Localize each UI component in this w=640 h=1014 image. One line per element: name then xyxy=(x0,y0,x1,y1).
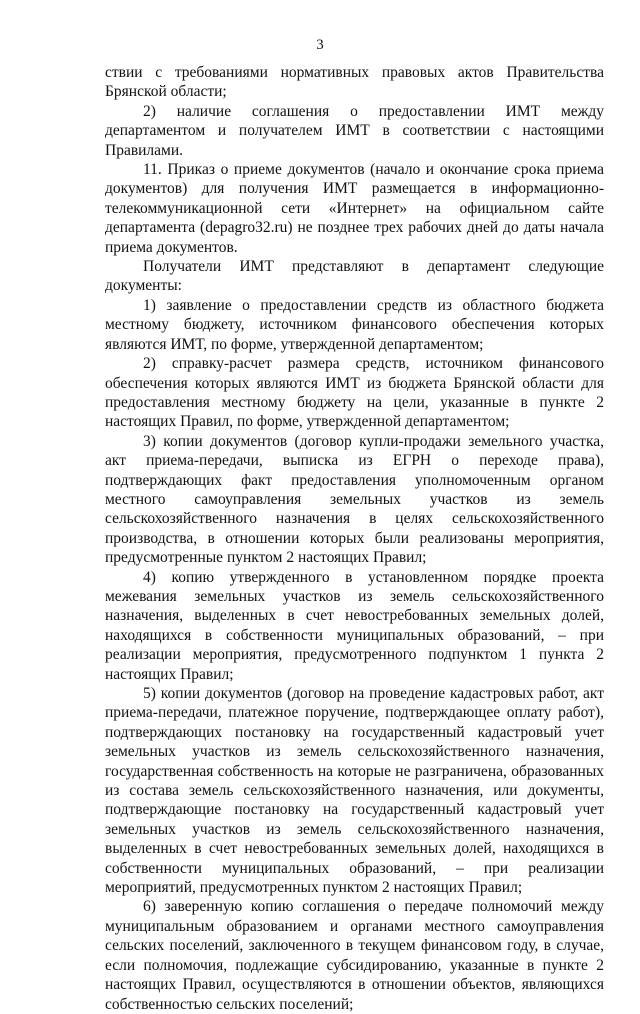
paragraph-continuation: ствии с требованиями нормативных правовых актов Правительства Брянской области; xyxy=(105,64,604,101)
document-body xyxy=(105,63,604,1014)
paragraph-doc-1-application: 1) заявление о предоставлении средств из областного бюджета местному бюджету, источником финансового обеспечения которых являются ИМТ, по форме, утвержденной департаментом; xyxy=(105,296,604,353)
paragraph-item-2-agreement: 2) наличие соглашения о предоставлении ИМТ между департаментом и получателем ИМТ в соответствии с настоящими Правилами. xyxy=(105,102,604,159)
paragraph-doc-3-copies: 3) копии документов (договор купли-продажи земельного участка, акт приема-передачи, выписка из ЕГРН о переходе права), подтверждающих факт предоставления уполномоченным органом местного самоуправления земельных участков из земель сельскохозяйственного назначения в целях сельскохозяйственного производства, в отношении которых были реализованы мероприятия, предусмотренные пунктом 2 настоящих Правил; xyxy=(105,432,604,567)
page-number: 3 xyxy=(316,37,324,53)
paragraph-clause-11: 11. Приказ о приеме документов (начало и окончание срока приема документов) для получения ИМТ размещается в информационно-телекоммуникационной сети «Интернет» на официальном сайте департамента (depagro32.ru) не позднее трех рабочих дней до даты начала приема документов. xyxy=(105,161,604,256)
paragraph-doc-6-agreement-copy: 6) заверенную копию соглашения о передаче полномочий между муниципальным образованием и органами местного самоуправления сельских поселений, заключенного в текущем финансовом году, в случае, если полномочия, подлежащие субсидированию, указанные в пункте 2 настоящих Правил, осуществляются в отношении объектов, являющихся собственностью сельских поселений; xyxy=(105,898,604,1013)
paragraph-doc-4-survey-project: 4) копию утвержденного в установленном порядке проекта межевания земельных участков из земель сельскохозяйственного назначения, выделенных в счет невостребованных земельных долей, находящихся в собственности муниципальных образований, – при реализации мероприятия, предусмотренного подпунктом 1 пункта 2 настоящих Правил; xyxy=(105,568,604,683)
paragraph-doc-5-cadastral: 5) копии документов (договор на проведение кадастровых работ, акт приема-передачи, платежное поручение, подтверждающее оплату работ), подтверждающих постановку на государственный кадастровый учет земельных участков из земель сельскохозяйственного назначения, государственная собственность на которые не разграничена, образованных из состава земель сельскохозяйственного назначения, или документы, подтверждающие постановку на государственный кадастровый учет земельных участков из земель сельскохозяйственного назначения, выделенных в счет невостребованных земельных долей, находящихся в собственности муниципальных образований, – при реализации мероприятий, предусмотренных пунктом 2 настоящих Правил; xyxy=(105,685,604,897)
paragraph-documents-intro: Получатели ИМТ представляют в департамент следующие документы: xyxy=(105,258,604,295)
paragraph-doc-2-calculation: 2) справку-расчет размера средств, источником финансового обеспечения которых являются ИМТ из бюджета Брянской области для предоставления местному бюджету на цели, указанные в пункте 2 настоящих Правил, по форме, утвержденной департаментом; xyxy=(105,355,604,431)
